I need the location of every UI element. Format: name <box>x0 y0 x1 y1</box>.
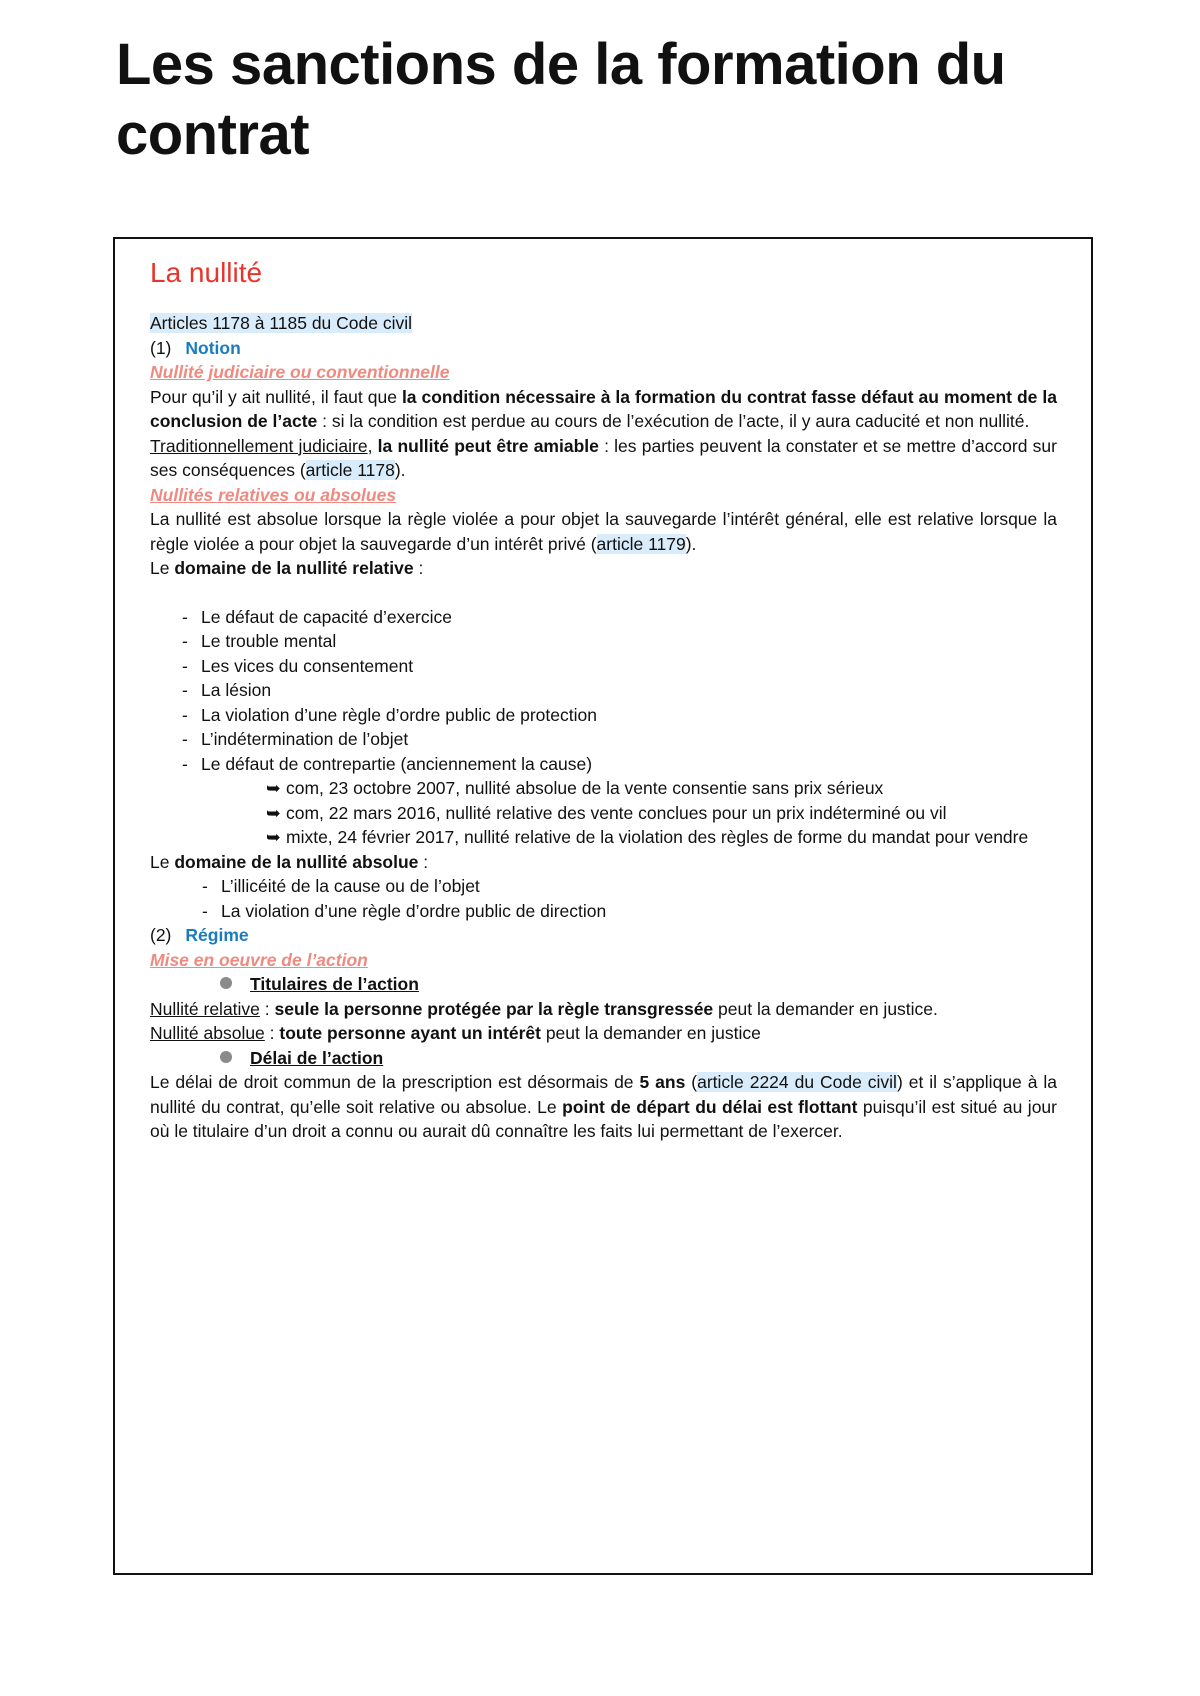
list-item-text: La violation d’une règle d’ordre public de direction <box>221 900 607 921</box>
list-item <box>150 874 1057 899</box>
paragraph-amiable <box>150 434 1057 483</box>
text-run: Le délai de droit commun de la prescription est désormais de <box>150 1072 640 1092</box>
titulaires-absolue <box>150 1021 1057 1046</box>
content-box <box>113 237 1093 1575</box>
regime-label: Régime <box>185 925 249 945</box>
list-item-text: Le défaut de contrepartie (anciennement la cause) <box>201 753 593 774</box>
bold-run: la condition nécessaire à la formation du contrat fasse défaut au moment de la conclusion de l’acte <box>150 386 1057 431</box>
absolute-domain-intro <box>150 850 1057 875</box>
dash-marker: - <box>202 876 208 896</box>
absolute-domain-list <box>150 874 1057 923</box>
bullet-dot-icon <box>220 1051 232 1063</box>
delai-heading-text: Délai de l’action <box>250 1047 384 1068</box>
list-item-text: Le défaut de capacité d’exercice <box>201 606 452 627</box>
articles-reference-text: Articles 1178 à 1185 du Code civil <box>150 313 413 333</box>
text-run: : <box>259 998 275 1019</box>
list-item-text: L’indétermination de l’objet <box>201 729 409 749</box>
text-run: : <box>413 558 424 578</box>
dash-marker: - <box>202 900 208 921</box>
list-item <box>150 703 1057 728</box>
text-run: La nullité est absolue lorsque la règle violée a pour objet la sauvegarde l’intérêt général, elle est relative lorsque la règle violée a pour objet la sauvegarde d’un intérêt privé ( <box>150 509 1057 554</box>
list-item <box>150 678 1057 703</box>
bullet-dot-icon <box>220 977 232 989</box>
bold-run: toute personne ayant un intérêt <box>279 1023 541 1043</box>
bold-run: domaine de la nullité absolue <box>174 851 419 872</box>
text-run: , <box>367 435 378 456</box>
section-heading: La nullité <box>150 257 263 288</box>
paragraph-condition <box>150 385 1057 434</box>
bold-run: point de départ du délai est flottant <box>562 1096 858 1117</box>
text-run: ). <box>394 460 406 480</box>
list-item <box>150 605 1057 630</box>
case-law-text: com, 23 octobre 2007, nullité absolue de la vente consentie sans prix sérieux <box>286 778 884 798</box>
underlined-run: Nullité absolue <box>150 1023 265 1043</box>
content-body <box>150 253 1057 1144</box>
dash-marker: - <box>182 704 188 725</box>
text-run: : <box>264 1023 280 1043</box>
list-item-text: Les vices du consentement <box>201 655 414 676</box>
case-law-item <box>266 776 1057 801</box>
text-run: ) et il s’applique à la nullité du contrat, qu’elle soit relative ou absolue. Le <box>150 1072 1057 1117</box>
text-run: peut la demander en justice. <box>713 998 938 1019</box>
list-item-text: La violation d’une règle d’ordre public de protection <box>201 704 597 725</box>
list-item-text: La lésion <box>201 680 272 700</box>
text-run: ( <box>685 1072 698 1092</box>
underlined-run: Nullité relative <box>150 998 260 1019</box>
bold-run: la nullité peut être amiable <box>377 435 599 456</box>
case-law-text: com, 22 mars 2016, nullité relative des vente conclues pour un prix indéterminé ou vil <box>286 802 947 823</box>
relative-domain-list <box>150 605 1057 777</box>
case-law-item <box>266 825 1057 850</box>
regime-number: (2) <box>150 925 172 945</box>
list-item <box>150 654 1057 679</box>
relative-domain-intro <box>150 556 1057 581</box>
dash-marker: - <box>182 655 188 676</box>
subheading-relatives-absolues: Nullités relatives ou absolues <box>150 484 397 505</box>
list-item <box>150 752 1057 777</box>
list-item-text: L’illicéité de la cause ou de l’objet <box>221 876 480 896</box>
titulaires-heading <box>150 972 1057 997</box>
page-title: Les sanctions de la formation du contrat <box>116 32 1006 167</box>
bold-run: 5 ans <box>639 1072 686 1092</box>
case-law-item <box>266 801 1057 826</box>
dash-marker: - <box>182 753 188 774</box>
text-run: ). <box>685 533 697 554</box>
arrow-icon: ➥ <box>266 778 281 798</box>
text-run: : si la condition est perdue au cours de l’exécution de l’acte, il y aura caducité et non nullité. <box>317 411 1030 431</box>
dash-marker: - <box>182 631 188 651</box>
bold-run: seule la personne protégée par la règle transgressée <box>274 998 714 1019</box>
notion-label: Notion <box>185 337 241 358</box>
text-run: puisqu’il est situé au jour où le titulaire d’un droit a connu ou aurait dû connaître les faits lui permettant de l’exercer. <box>150 1096 1057 1141</box>
dash-marker: - <box>182 680 188 700</box>
paragraph-absolue-relative <box>150 507 1057 556</box>
titulaires-heading-text: Titulaires de l’action <box>250 974 419 994</box>
delai-heading <box>150 1046 1057 1071</box>
text-run: Pour qu’il y ait nullité, il faut que <box>150 386 402 407</box>
list-item <box>150 899 1057 924</box>
articles-reference <box>150 311 1057 336</box>
article-ref: article 1178 <box>305 460 395 480</box>
subheading-mise-en-oeuvre: Mise en oeuvre de l’action <box>150 949 368 970</box>
text-run: peut la demander en justice <box>540 1023 761 1043</box>
paragraph-delai <box>150 1070 1057 1144</box>
article-ref: article 1179 <box>596 533 686 554</box>
bold-run: domaine de la nullité relative <box>174 558 414 578</box>
notion-heading <box>150 336 1057 361</box>
list-item <box>150 727 1057 752</box>
text-run: : <box>418 851 429 872</box>
dash-marker: - <box>182 606 188 627</box>
notion-number: (1) <box>150 337 172 358</box>
text-run: Le <box>150 851 175 872</box>
regime-heading <box>150 923 1057 948</box>
subheading-judiciaire: Nullité judiciaire ou conventionnelle <box>150 362 450 382</box>
list-item <box>150 629 1057 654</box>
case-law-text: mixte, 24 février 2017, nullité relative de la violation des règles de forme du mandat pour vendre <box>286 827 1029 847</box>
text-run: Le <box>150 558 175 578</box>
titulaires-relative <box>150 997 1057 1022</box>
case-law-list <box>150 776 1057 850</box>
text-run: : les parties peuvent la constater et se mettre d’accord sur ses conséquences ( <box>150 435 1057 480</box>
article-ref: article 2224 du Code civil <box>697 1072 897 1092</box>
arrow-icon: ➥ <box>266 827 281 847</box>
underlined-run: Traditionnellement judiciaire <box>150 435 368 456</box>
list-item-text: Le trouble mental <box>201 631 337 651</box>
dash-marker: - <box>182 729 188 749</box>
arrow-icon: ➥ <box>266 802 281 823</box>
